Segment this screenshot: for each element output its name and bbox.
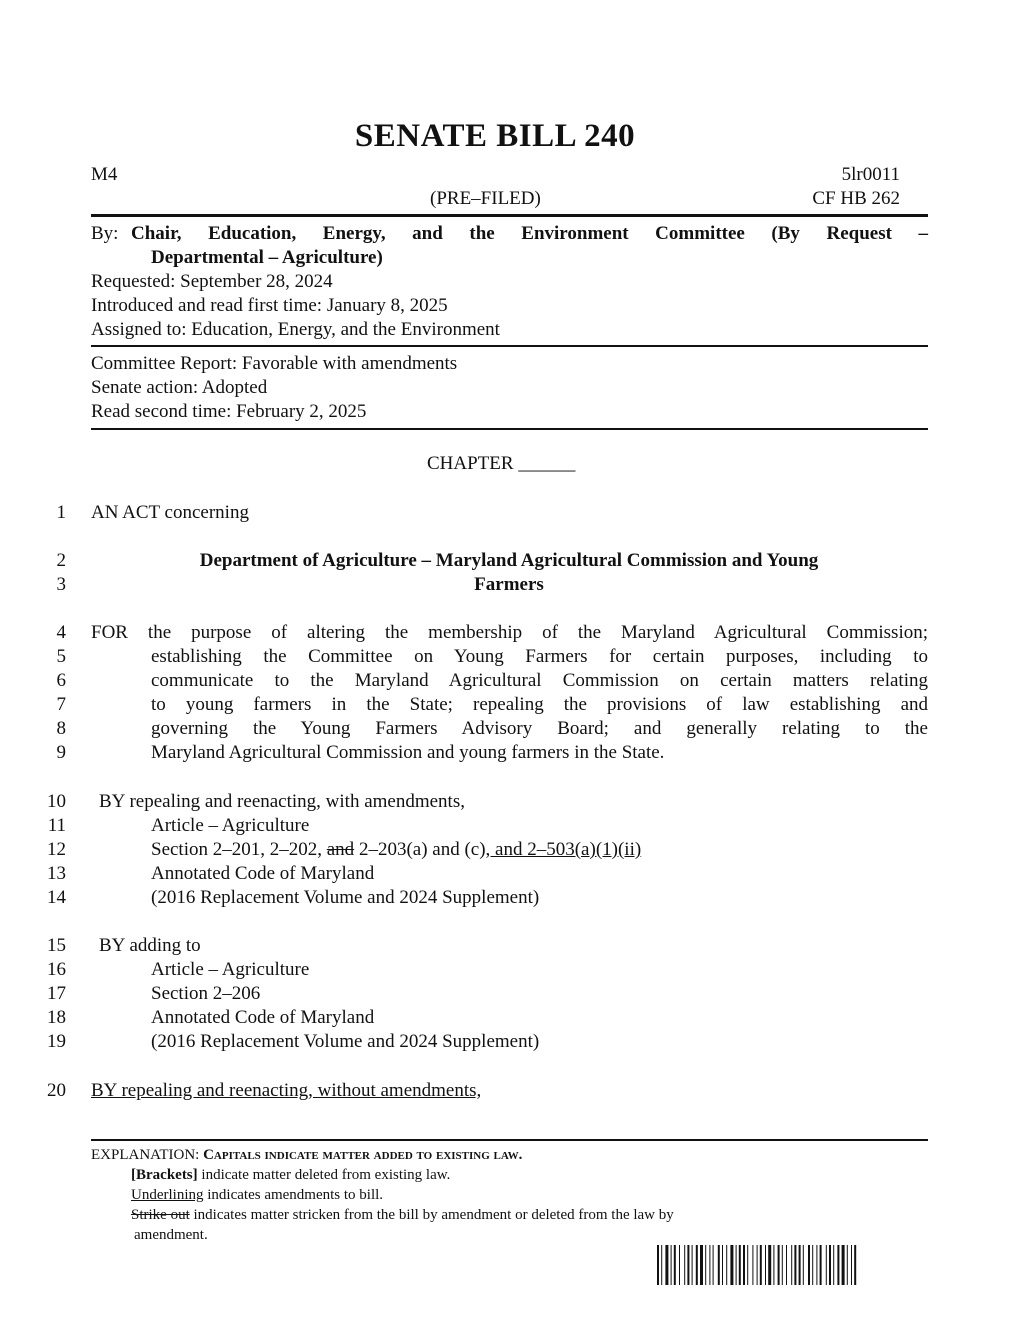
code-ref: Annotated Code of Maryland (151, 1007, 375, 1028)
sponsor-name: Chair, Education, Energy, and the Environment Committee (By Request – (131, 223, 928, 244)
second-reading: Read second time: February 2, 2025 (91, 401, 367, 422)
line-number: 5 (56, 646, 66, 667)
explanation-strike (131, 1205, 674, 1225)
line-number: 10 (47, 791, 66, 812)
struck-text: and (326, 839, 355, 860)
line-number: 8 (56, 718, 66, 739)
line-number: 9 (56, 742, 66, 763)
prefiled-label: (PRE–FILED) (430, 188, 541, 209)
code-right: 5lr0011 (841, 164, 900, 185)
line-number: 18 (47, 1007, 66, 1028)
line-number: 16 (47, 959, 66, 980)
explanation-brackets (131, 1165, 450, 1185)
line-number: 13 (47, 863, 66, 884)
brackets-text: indicate matter deleted from existing law. (201, 1167, 451, 1183)
committee-report: Committee Report: Favorable with amendments (91, 353, 458, 374)
explanation-underline (131, 1185, 383, 1205)
assigned-to: Assigned to: Education, Energy, and the Environment (91, 319, 500, 340)
line-number: 19 (47, 1031, 66, 1052)
section-ref (151, 838, 641, 862)
line-number: 4 (56, 622, 66, 643)
line-number: 12 (47, 839, 66, 860)
line-number: 14 (47, 887, 66, 908)
bill-heading-cont: Farmers (474, 574, 544, 595)
code-left: M4 (91, 164, 118, 185)
by-label: By: (91, 223, 119, 244)
article-ref: Article – Agriculture (151, 959, 310, 980)
barcode-image (657, 1245, 903, 1285)
introduced-date: Introduced and read first time: January 8, 2025 (91, 295, 448, 316)
amend-block-lead: BY repealing and reenacting, with amendments, (99, 791, 465, 812)
purpose-line: governing the Young Farmers Advisory Board; and generally relating to the (151, 718, 928, 739)
sponsor-name-cont: Departmental – Agriculture) (151, 247, 383, 268)
line-number: 20 (47, 1080, 66, 1101)
volume-ref: (2016 Replacement Volume and 2024 Supplement) (151, 1031, 540, 1052)
adding-block-lead: BY adding to (99, 935, 201, 956)
section-text: 2–203(a) and (c) (358, 839, 486, 860)
line-number: 2 (56, 550, 66, 571)
bill-title: SENATE BILL 240 (354, 118, 636, 154)
line-number: 17 (47, 983, 66, 1004)
line-number: 15 (47, 935, 66, 956)
sponsor-line (91, 222, 928, 246)
strike-text-cont: amendment. (134, 1227, 208, 1243)
line-number: 7 (56, 694, 66, 715)
article-ref: Article – Agriculture (151, 815, 310, 836)
explanation-rule (91, 1139, 928, 1141)
explanation-capitals (91, 1145, 522, 1165)
capitals-text: Capitals indicate matter added to existing law. (203, 1147, 523, 1163)
line-number: 11 (47, 815, 66, 836)
purpose-line: FOR the purpose of altering the membership of the Maryland Agricultural Commission; (91, 622, 928, 643)
senate-action: Senate action: Adopted (91, 377, 268, 398)
line-number: 6 (56, 670, 66, 691)
added-text: , and 2–503(a)(1)(ii) (485, 839, 642, 860)
cross-file: CF HB 262 (812, 188, 900, 209)
committee-rule (91, 428, 928, 430)
line-number: 1 (56, 502, 66, 523)
header-rule (91, 214, 928, 217)
section-text: Section 2–201, 2–202, (151, 839, 322, 860)
purpose-line: to young farmers in the State; repealing the provisions of law establishing and (151, 694, 928, 715)
purpose-line: Maryland Agricultural Commission and young farmers in the State. (151, 742, 665, 763)
explanation-label: EXPLANATION: (91, 1147, 200, 1163)
underline-text: indicates amendments to bill. (207, 1187, 384, 1203)
sponsor-rule (91, 345, 928, 347)
act-concerning: AN ACT concerning (91, 502, 249, 523)
chapter-label: CHAPTER ______ (427, 453, 576, 474)
strike-word: Strike out (131, 1207, 190, 1223)
purpose-line: establishing the Committee on Young Farmers for certain purposes, including to (151, 646, 928, 667)
section-ref: Section 2–206 (151, 983, 261, 1004)
volume-ref: (2016 Replacement Volume and 2024 Supplement) (151, 887, 540, 908)
line-number: 3 (56, 574, 66, 595)
purpose-line: communicate to the Maryland Agricultural Commission on certain matters relating (151, 670, 928, 691)
requested-date: Requested: September 28, 2024 (91, 271, 333, 292)
code-ref: Annotated Code of Maryland (151, 863, 375, 884)
reenact-block-lead: BY repealing and reenacting, without amendments, (91, 1080, 482, 1101)
underline-word: Underlining (131, 1187, 204, 1203)
bill-heading: Department of Agriculture – Maryland Agricultural Commission and Young (199, 550, 819, 571)
brackets-word: [Brackets] (131, 1167, 198, 1183)
strike-text: indicates matter stricken from the bill by amendment or deleted from the law by (193, 1207, 674, 1223)
